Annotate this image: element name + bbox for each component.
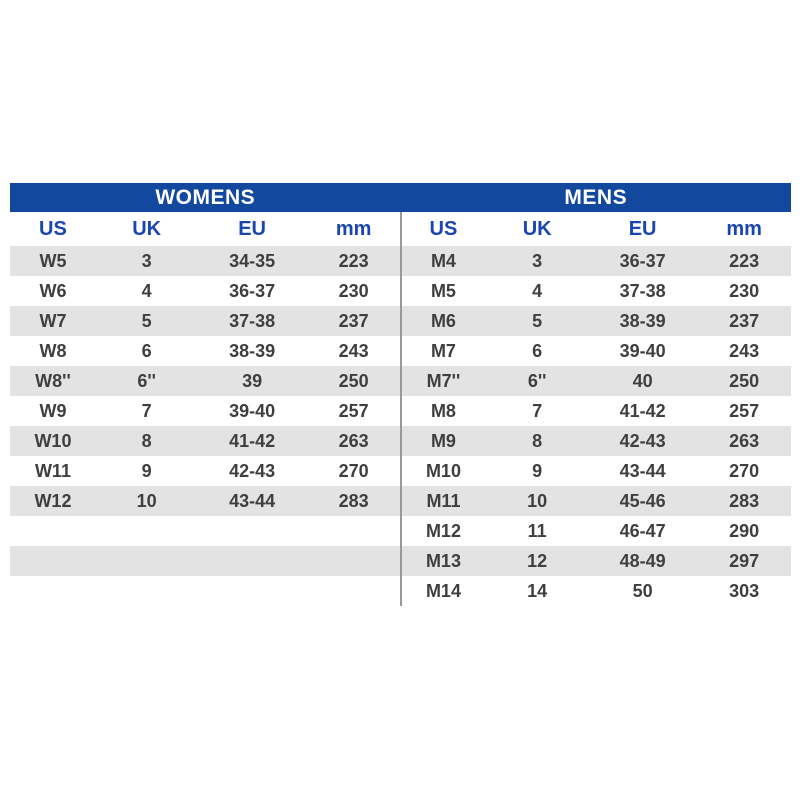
table-row <box>401 306 792 336</box>
cell: 283 <box>729 490 760 511</box>
table-row <box>401 516 792 546</box>
cell: 11 <box>527 520 547 541</box>
womens-column-header-row <box>10 212 401 246</box>
womens-table <box>10 212 401 606</box>
cell: 37-38 <box>619 280 666 301</box>
table-row <box>401 456 792 486</box>
cell: 7 <box>532 400 543 421</box>
cell: 37-38 <box>229 310 276 331</box>
cell: 39-40 <box>229 400 276 421</box>
cell: 8 <box>141 430 152 451</box>
cell: 38-39 <box>619 310 666 331</box>
cell: W11 <box>34 460 71 481</box>
cell: 41-42 <box>229 430 276 451</box>
cell: 263 <box>338 430 369 451</box>
cell: 7 <box>141 400 152 421</box>
cell: M4 <box>430 250 456 271</box>
cell: 46-47 <box>619 520 666 541</box>
cell: 9 <box>141 460 152 481</box>
mens-column-header-row <box>401 212 792 246</box>
table-row <box>401 336 792 366</box>
cell: 8 <box>532 430 543 451</box>
cell: 4 <box>141 280 152 301</box>
cell: 10 <box>527 490 548 511</box>
table-row <box>401 366 792 396</box>
cell: M9 <box>430 430 456 451</box>
cell: M5 <box>430 280 456 301</box>
cell: 38-39 <box>229 340 276 361</box>
cell: M7'' <box>426 370 461 391</box>
cell: 39-40 <box>619 340 666 361</box>
cell: 3 <box>141 250 152 271</box>
cell: M6 <box>430 310 456 331</box>
cell: 34-35 <box>229 250 276 271</box>
chart-body <box>10 212 791 606</box>
cell: 250 <box>729 370 760 391</box>
table-row <box>10 366 401 396</box>
table-row <box>10 546 401 576</box>
table-row <box>401 546 792 576</box>
cell: M8 <box>430 400 456 421</box>
cell: 237 <box>729 310 760 331</box>
table-row <box>401 396 792 426</box>
womens-section-title: WOMENS <box>155 185 256 209</box>
cell: 48-49 <box>619 550 666 571</box>
column-header-uk: UK <box>522 217 552 240</box>
cell: 263 <box>729 430 760 451</box>
cell: 41-42 <box>619 400 666 421</box>
cell: 230 <box>338 280 369 301</box>
column-header-eu: EU <box>628 217 657 240</box>
cell: M12 <box>425 520 461 541</box>
cell: 50 <box>632 580 653 601</box>
cell: 36-37 <box>229 280 276 301</box>
cell: 6'' <box>137 370 156 391</box>
cell: 243 <box>729 340 760 361</box>
cell: 42-43 <box>229 460 276 481</box>
cell: W12 <box>34 490 72 511</box>
mens-table <box>401 212 792 606</box>
column-header-us: US <box>429 217 458 240</box>
womens-rows <box>10 246 401 606</box>
cell: 45-46 <box>619 490 666 511</box>
column-header-mm: mm <box>726 217 762 240</box>
cell: 43-44 <box>229 490 276 511</box>
cell: W9 <box>39 400 67 421</box>
column-header-eu: EU <box>238 217 266 240</box>
cell: W7 <box>39 310 67 331</box>
mens-section-title: MENS <box>564 185 628 209</box>
table-row <box>10 276 401 306</box>
cell: 36-37 <box>619 250 666 271</box>
cell: 3 <box>532 250 543 271</box>
table-row <box>10 486 401 516</box>
cell: 10 <box>136 490 157 511</box>
cell: 257 <box>729 400 760 421</box>
mens-rows <box>401 246 792 606</box>
table-row <box>401 276 792 306</box>
cell: 297 <box>729 550 760 571</box>
cell: M10 <box>425 460 461 481</box>
cell: M14 <box>425 580 461 601</box>
cell: M13 <box>425 550 461 571</box>
table-row <box>10 426 401 456</box>
cell: 270 <box>729 460 760 481</box>
cell: 42-43 <box>619 430 666 451</box>
cell: 14 <box>527 580 548 601</box>
table-row <box>401 576 792 606</box>
table-row <box>10 246 401 276</box>
cell: 5 <box>532 310 543 331</box>
cell: 223 <box>729 250 760 271</box>
cell: 230 <box>729 280 760 301</box>
cell: 223 <box>338 250 369 271</box>
cell: 303 <box>729 580 760 601</box>
cell: M7 <box>430 340 456 361</box>
table-row <box>10 516 401 546</box>
table-row <box>401 246 792 276</box>
cell: 257 <box>338 400 369 421</box>
section-title-bar <box>10 183 791 212</box>
cell: W5 <box>39 250 67 271</box>
cell: 5 <box>141 310 152 331</box>
cell: 43-44 <box>619 460 666 481</box>
cell: 237 <box>338 310 369 331</box>
cell: 283 <box>338 490 369 511</box>
size-chart <box>10 183 791 606</box>
table-row <box>401 426 792 456</box>
table-row <box>10 306 401 336</box>
cell: 270 <box>338 460 369 481</box>
cell: 9 <box>532 460 543 481</box>
column-header-uk: UK <box>132 217 162 240</box>
cell: 6 <box>141 340 152 361</box>
cell: W6 <box>39 280 67 301</box>
table-row <box>10 396 401 426</box>
table-row <box>10 576 401 606</box>
table-row <box>10 336 401 366</box>
cell: 40 <box>632 370 653 391</box>
cell: W8 <box>39 340 67 361</box>
table-row <box>10 456 401 486</box>
cell: 12 <box>527 550 548 571</box>
cell: W10 <box>34 430 72 451</box>
cell: 39 <box>242 370 263 391</box>
cell: M11 <box>426 490 461 511</box>
cell: 6'' <box>527 370 547 391</box>
cell: 6 <box>532 340 543 361</box>
cell: 250 <box>338 370 369 391</box>
cell: 290 <box>729 520 760 541</box>
cell: W8'' <box>35 370 71 391</box>
cell: 4 <box>532 280 543 301</box>
column-header-mm: mm <box>335 217 372 240</box>
table-row <box>401 486 792 516</box>
column-header-us: US <box>39 217 67 240</box>
cell: 243 <box>338 340 369 361</box>
